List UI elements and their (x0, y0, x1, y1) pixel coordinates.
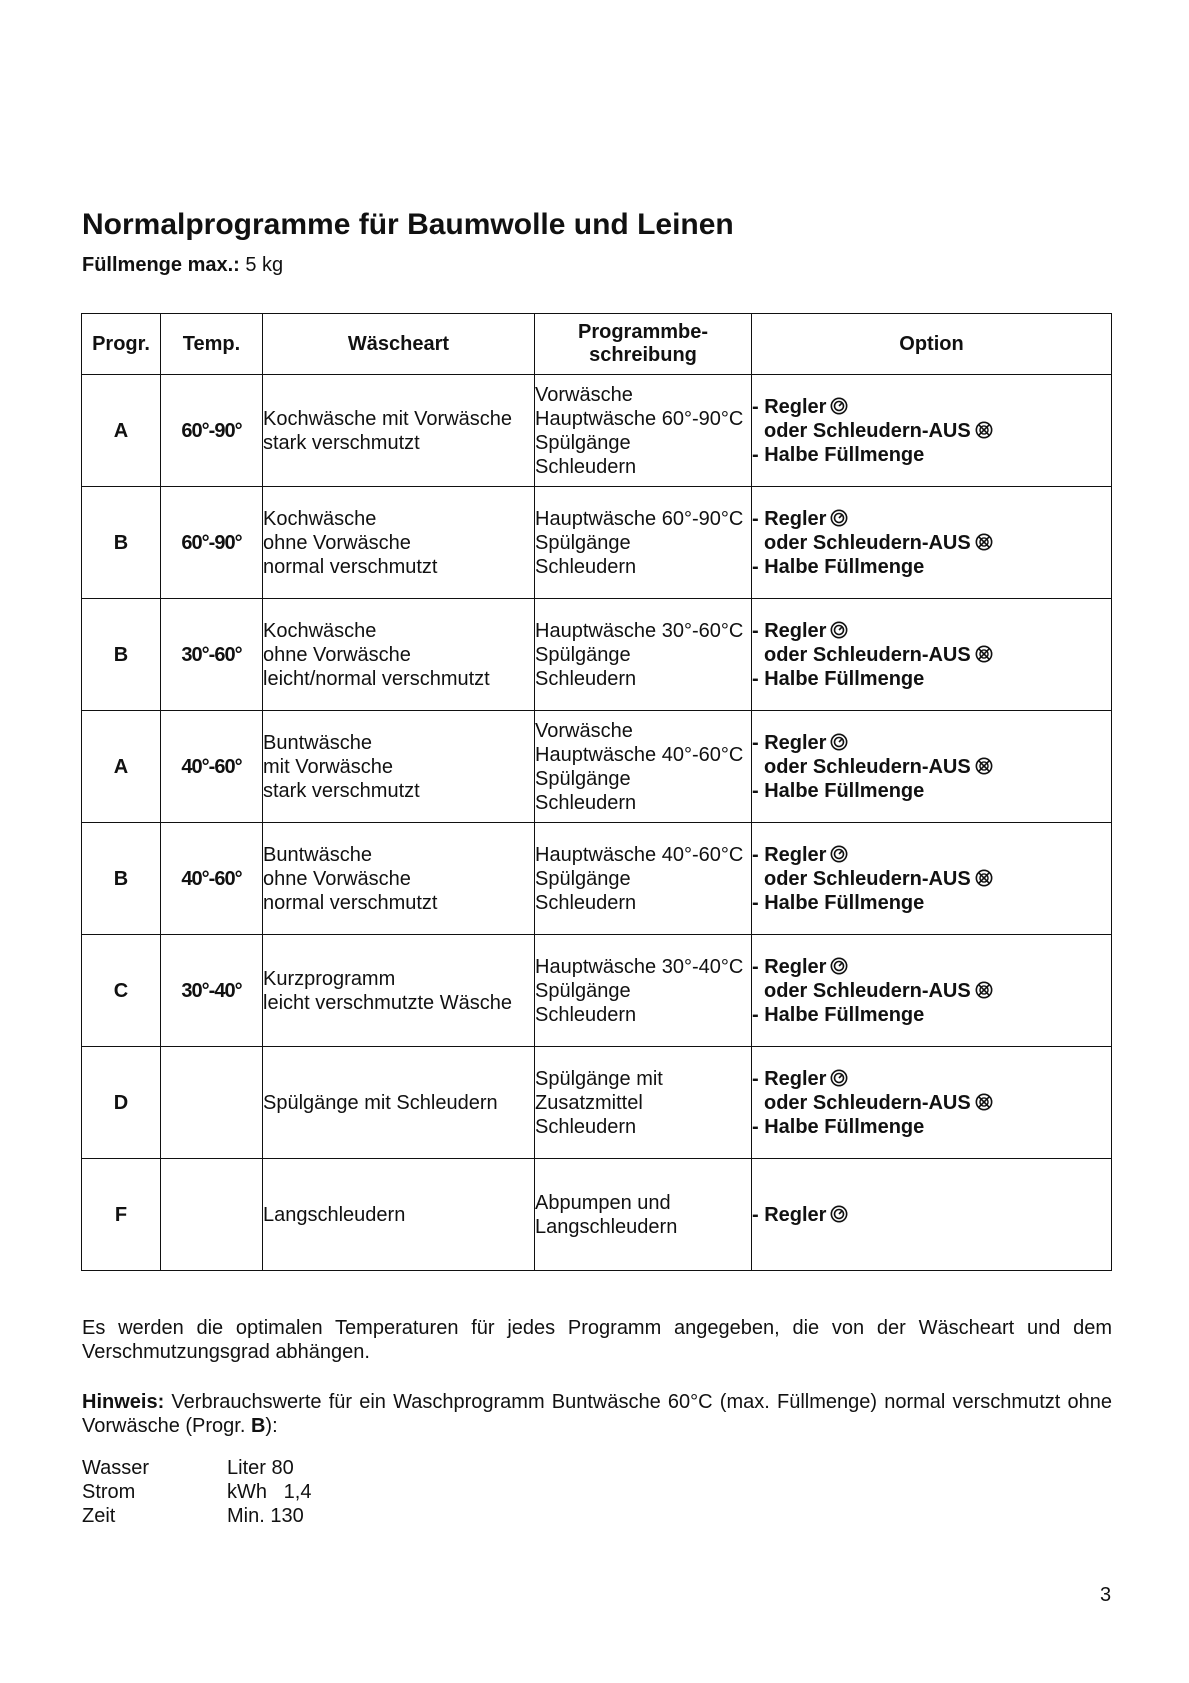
program-description (535, 1047, 752, 1159)
option-text: oder Schleudern-AUS (764, 419, 971, 442)
wascheart-line: Buntwäsche (263, 731, 372, 754)
option-text: - Halbe Füllmenge (752, 555, 925, 578)
option-line (752, 395, 1111, 419)
dial-icon (830, 1069, 848, 1087)
program-letter: D (82, 1047, 161, 1159)
wascheart-line: stark verschmutzt (263, 779, 420, 802)
program-temperature: 40°-60° (161, 711, 263, 823)
dial-icon (830, 845, 848, 863)
option-line (752, 531, 1111, 555)
option-text: - Regler (752, 731, 827, 754)
program-wascheart (263, 935, 535, 1047)
description-line: Hauptwäsche 30°-40°C (535, 955, 744, 978)
option-text: - Halbe Füllmenge (752, 1003, 925, 1026)
program-table (81, 313, 1112, 1271)
description-line: Vorwäsche (535, 719, 633, 742)
program-options (752, 935, 1112, 1047)
option-line (752, 507, 1111, 531)
wascheart-line: mit Vorwäsche (263, 755, 394, 778)
option-line (752, 555, 1111, 579)
program-options (752, 711, 1112, 823)
wascheart-line: leicht/normal verschmutzt (263, 667, 490, 690)
program-wascheart (263, 487, 535, 599)
description-line: Hauptwäsche 40°-60°C (535, 743, 744, 766)
option-line (752, 731, 1111, 755)
wascheart-line: leicht verschmutzte Wäsche (263, 991, 512, 1014)
table-header-row (82, 314, 1112, 375)
program-letter: B (82, 487, 161, 599)
wascheart-line: normal verschmutzt (263, 555, 438, 578)
option-text: - Halbe Füllmenge (752, 1115, 925, 1138)
program-wascheart (263, 823, 535, 935)
description-line: Hauptwäsche 30°-60°C (535, 619, 744, 642)
spin-off-icon (975, 1093, 993, 1111)
program-wascheart (263, 599, 535, 711)
option-text: oder Schleudern-AUS (764, 1091, 971, 1114)
program-temperature (161, 1047, 263, 1159)
hint-prog: B (250, 1415, 266, 1437)
option-line (752, 619, 1111, 643)
option-line (752, 1091, 1111, 1115)
option-text: - Halbe Füllmenge (752, 667, 925, 690)
consumption-label: Zeit (82, 1505, 116, 1527)
option-line (752, 1067, 1111, 1091)
program-wascheart (263, 1159, 535, 1271)
table-row (82, 599, 1112, 711)
spin-off-icon (975, 533, 993, 551)
capacity-label: Füllmenge max.: (82, 254, 240, 276)
header-prog: Progr. (82, 314, 161, 375)
program-temperature: 30°-60° (161, 599, 263, 711)
program-description (535, 487, 752, 599)
program-letter: A (82, 375, 161, 487)
option-text: oder Schleudern-AUS (764, 531, 971, 554)
wascheart-line: Langschleudern (263, 1203, 406, 1226)
wascheart-line: ohne Vorwäsche (263, 867, 411, 890)
program-wascheart (263, 711, 535, 823)
option-text: - Halbe Füllmenge (752, 443, 925, 466)
option-line (752, 955, 1111, 979)
description-line: Spülgänge (535, 767, 631, 790)
option-text: oder Schleudern-AUS (764, 979, 971, 1002)
program-description (535, 823, 752, 935)
table-row (82, 1047, 1112, 1159)
option-line (752, 867, 1111, 891)
consumption-value: Min. 130 (227, 1505, 304, 1527)
capacity-line (82, 254, 283, 277)
table-row (82, 375, 1112, 487)
description-line: Schleudern (535, 891, 637, 914)
wascheart-line: Kochwäsche (263, 619, 377, 642)
option-line (752, 891, 1111, 915)
description-line: Schleudern (535, 791, 637, 814)
program-letter: A (82, 711, 161, 823)
wascheart-line: Kurzprogramm (263, 967, 396, 990)
consumption-row (82, 1480, 311, 1504)
program-options (752, 599, 1112, 711)
program-temperature: 60°-90° (161, 375, 263, 487)
description-line: Hauptwäsche 60°-90°C (535, 407, 744, 430)
option-text: - Regler (752, 619, 827, 642)
header-option: Option (752, 314, 1112, 375)
wascheart-line: Kochwäsche (263, 507, 377, 530)
program-letter: B (82, 823, 161, 935)
dial-icon (830, 509, 848, 527)
description-line: Schleudern (535, 1003, 637, 1026)
program-options (752, 1159, 1112, 1271)
program-options (752, 823, 1112, 935)
dial-icon (830, 397, 848, 415)
consumption-row (82, 1456, 311, 1480)
option-line (752, 779, 1111, 803)
option-line (752, 843, 1111, 867)
table-row (82, 711, 1112, 823)
option-line (752, 667, 1111, 691)
program-temperature: 30°-40° (161, 935, 263, 1047)
option-line (752, 643, 1111, 667)
hint-label: Hinweis: (82, 1391, 165, 1413)
header-beschreibung-line: schreibung (589, 344, 697, 366)
table-row (82, 823, 1112, 935)
capacity-value: 5 kg (245, 254, 284, 276)
hint-text: Verbrauchswerte für ein Waschprogramm Buntwäsche 60°C (max. Füllmenge) normal verschmutzt ohne Vorwäsche (Progr. (82, 1391, 1112, 1437)
description-line: Spülgänge (535, 643, 631, 666)
option-line (752, 1203, 1111, 1227)
consumption-label: Strom (82, 1481, 136, 1503)
table-row (82, 935, 1112, 1047)
description-line: Spülgänge (535, 867, 631, 890)
table-row (82, 1159, 1112, 1271)
description-line: Spülgänge mit (535, 1067, 663, 1090)
description-line: Spülgänge (535, 979, 631, 1002)
program-letter: F (82, 1159, 161, 1271)
program-letter: C (82, 935, 161, 1047)
consumption-row (82, 1504, 311, 1528)
hint-text-end: ): (265, 1415, 278, 1437)
description-line: Abpumpen und (535, 1191, 671, 1214)
spin-off-icon (975, 421, 993, 439)
consumption-value: kWh 1,4 (227, 1481, 312, 1503)
description-line: Schleudern (535, 555, 637, 578)
spin-off-icon (975, 645, 993, 663)
program-wascheart (263, 375, 535, 487)
program-letter: B (82, 599, 161, 711)
option-text: oder Schleudern-AUS (764, 867, 971, 890)
description-line: Schleudern (535, 455, 637, 478)
wascheart-line: ohne Vorwäsche (263, 643, 411, 666)
spin-off-icon (975, 981, 993, 999)
program-description (535, 599, 752, 711)
option-text: - Regler (752, 1203, 827, 1226)
option-line (752, 419, 1111, 443)
description-line: Schleudern (535, 1115, 637, 1138)
temperature-note: Es werden die optimalen Temperaturen für jedes Programm angegeben, die von der Wäscheart und dem Verschmutzungsgrad abhängen. (82, 1317, 1112, 1363)
option-text: - Regler (752, 507, 827, 530)
spin-off-icon (975, 869, 993, 887)
description-line: Spülgänge (535, 531, 631, 554)
dial-icon (830, 957, 848, 975)
page-title: Normalprogramme für Baumwolle und Leinen (82, 208, 734, 241)
option-line (752, 979, 1111, 1003)
spin-off-icon (975, 757, 993, 775)
description-line: Spülgänge (535, 431, 631, 454)
table-row (82, 487, 1112, 599)
hint-note (82, 1390, 1112, 1438)
program-temperature: 60°-90° (161, 487, 263, 599)
consumption-value: Liter 80 (227, 1457, 294, 1479)
program-description (535, 711, 752, 823)
dial-icon (830, 1205, 848, 1223)
page-number: 3 (1100, 1584, 1112, 1606)
option-text: oder Schleudern-AUS (764, 643, 971, 666)
description-line: Langschleudern (535, 1215, 678, 1238)
description-line: Schleudern (535, 667, 637, 690)
option-line (752, 443, 1111, 467)
program-options (752, 487, 1112, 599)
dial-icon (830, 733, 848, 751)
wascheart-line: ohne Vorwäsche (263, 531, 411, 554)
option-text: oder Schleudern-AUS (764, 755, 971, 778)
wascheart-line: normal verschmutzt (263, 891, 438, 914)
option-text: - Regler (752, 1067, 827, 1090)
header-beschreibung-line: Programmbe- (577, 321, 709, 343)
program-description (535, 375, 752, 487)
option-text: - Regler (752, 395, 827, 418)
description-line: Vorwäsche (535, 383, 633, 406)
program-temperature (161, 1159, 263, 1271)
option-text: - Regler (752, 843, 827, 866)
header-wascheart: Wäscheart (263, 314, 535, 375)
wascheart-line: Spülgänge mit Schleudern (263, 1091, 498, 1114)
option-text: - Halbe Füllmenge (752, 891, 925, 914)
header-temp: Temp. (161, 314, 263, 375)
program-description (535, 1159, 752, 1271)
description-line: Zusatzmittel (535, 1091, 643, 1114)
wascheart-line: stark verschmutzt (263, 431, 420, 454)
program-wascheart (263, 1047, 535, 1159)
option-text: - Halbe Füllmenge (752, 779, 925, 802)
option-line (752, 1003, 1111, 1027)
option-text: - Regler (752, 955, 827, 978)
wascheart-line: Buntwäsche (263, 843, 372, 866)
consumption-label: Wasser (82, 1457, 150, 1479)
consumption-list (82, 1456, 311, 1528)
option-line (752, 1115, 1111, 1139)
description-line: Hauptwäsche 60°-90°C (535, 507, 744, 530)
wascheart-line: Kochwäsche mit Vorwäsche (263, 407, 513, 430)
program-options (752, 375, 1112, 487)
dial-icon (830, 621, 848, 639)
program-temperature: 40°-60° (161, 823, 263, 935)
description-line: Hauptwäsche 40°-60°C (535, 843, 744, 866)
header-beschreibung (535, 314, 752, 375)
program-options (752, 1047, 1112, 1159)
option-line (752, 755, 1111, 779)
program-description (535, 935, 752, 1047)
